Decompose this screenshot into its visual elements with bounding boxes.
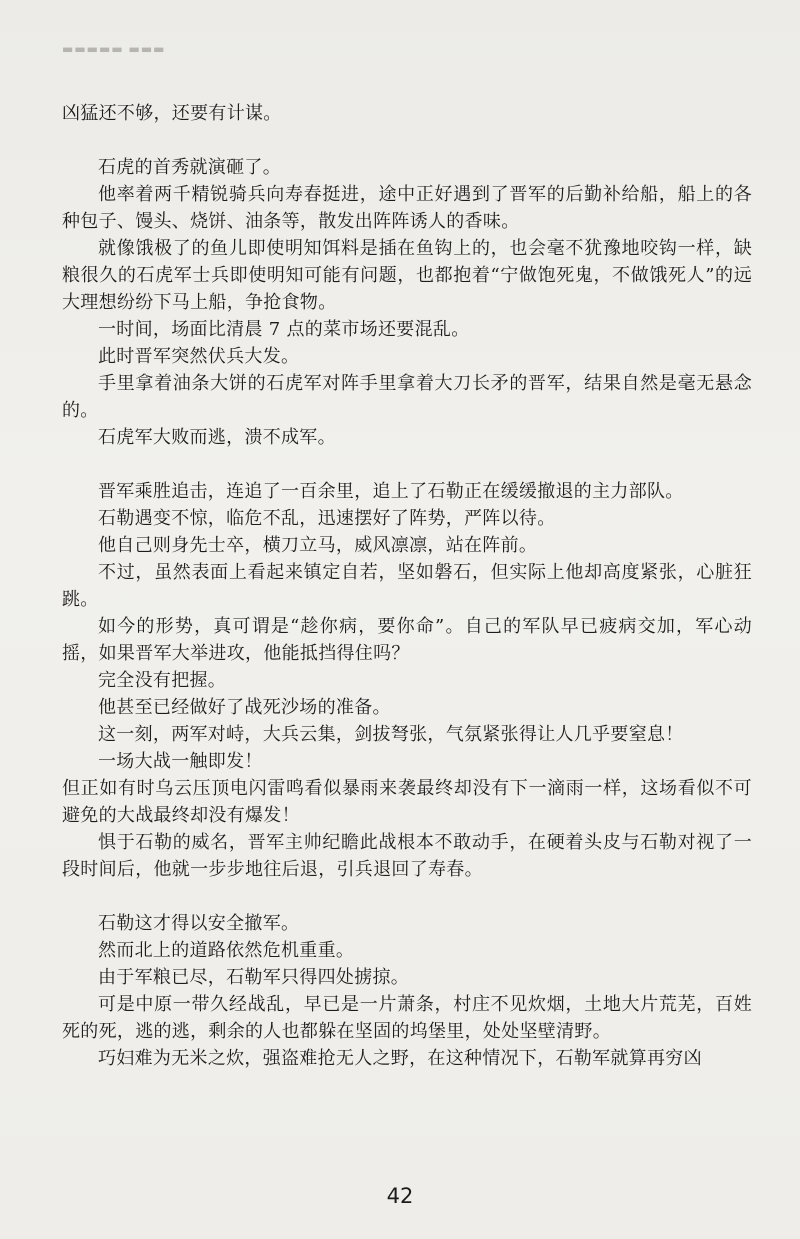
paragraph: 惧于石勒的威名，晋军主帅纪瞻此战根本不敢动手，在硬着头皮与石勒对视了一段时间后，他就一步步地往后退，引兵退回了寿春。 [62,832,752,880]
paragraph: 石勒这才得以安全撤军。 [98,913,300,934]
paragraph: 可是中原一带久经战乱，早已是一片萧条，村庄不见炊烟，土地大片荒芜，百姓死的死，逃的逃，剩余的人也都躲在坚固的坞堡里，处处坚壁清野。 [62,994,752,1042]
paragraph: 他率着两千精锐骑兵向寿春挺进，途中正好遇到了晋军的后勤补给船，船上的各种包子、馒头、烧饼、油条等，散发出阵阵诱人的香味。 [62,184,752,232]
paragraph: 他甚至已经做好了战死沙场的准备。 [98,697,391,718]
paragraph: 然而北上的道路依然危机重重。 [98,940,355,961]
paragraph: 一场大战一触即发！ [98,751,263,772]
paragraph: 晋军乘胜追击，连追了一百余里，追上了石勒正在缓缓撤退的主力部队。 [98,481,684,502]
paragraph: 如今的形势，真可谓是“趁你病，要你命”。自己的军队早已疲病交加，军心动摇，如果晋军大举进攻，他能抵挡得住吗？ [62,616,752,664]
paragraph: 这一刻，两军对峙，大兵云集，剑拔弩张，气氛紧张得让人几乎要窒息！ [98,724,684,745]
paragraph: 但正如有时乌云压顶电闪雷鸣看似暴雨来袭最终却没有下一滴雨一样，这场看似不可避免的大战最终却没有爆发！ [62,778,752,826]
paragraph: 由于军粮已尽，石勒军只得四处掳掠。 [98,967,410,988]
paragraph: 不过，虽然表面上看起来镇定自若，坚如磐石，但实际上他却高度紧张，心脏狂跳。 [62,562,752,610]
paragraph: 巧妇难为无米之炊，强盗难抢无人之野，在这种情况下，石勒军就算再穷凶 [98,1048,702,1069]
paragraph: 石勒遇变不惊，临危不乱，迅速摆好了阵势，严阵以待。 [98,508,556,529]
paragraph: 就像饿极了的鱼儿即使明知饵料是插在鱼钩上的，也会毫不犹豫地咬钩一样，缺粮很久的石虎军士兵即使明知可能有问题，也都抱着“宁做饱死鬼，不做饿死人”的远大理想纷纷下马上船，争抢食物。 [62,238,752,313]
page-number: 42 [386,1184,414,1208]
paragraph: 他自己则身先士卒，横刀立马，威风凛凛，站在阵前。 [98,535,538,556]
body-text [62,100,752,1072]
running-header-bleedthrough: ▬▬▬▬▬ ▬▬▬ [62,42,166,56]
paragraph: 此时晋军突然伏兵大发。 [98,346,300,367]
paragraph: 一时间，场面比清晨 7 点的菜市场还要混乱。 [98,319,470,340]
paragraph: 石虎的首秀就演砸了。 [98,157,281,178]
paragraph: 石虎军大败而逃，溃不成军。 [98,427,336,448]
paragraph: 完全没有把握。 [98,670,227,691]
paragraph: 凶猛还不够，还要有计谋。 [62,103,282,124]
paragraph: 手里拿着油条大饼的石虎军对阵手里拿着大刀长矛的晋军，结果自然是毫无悬念的。 [62,373,752,421]
